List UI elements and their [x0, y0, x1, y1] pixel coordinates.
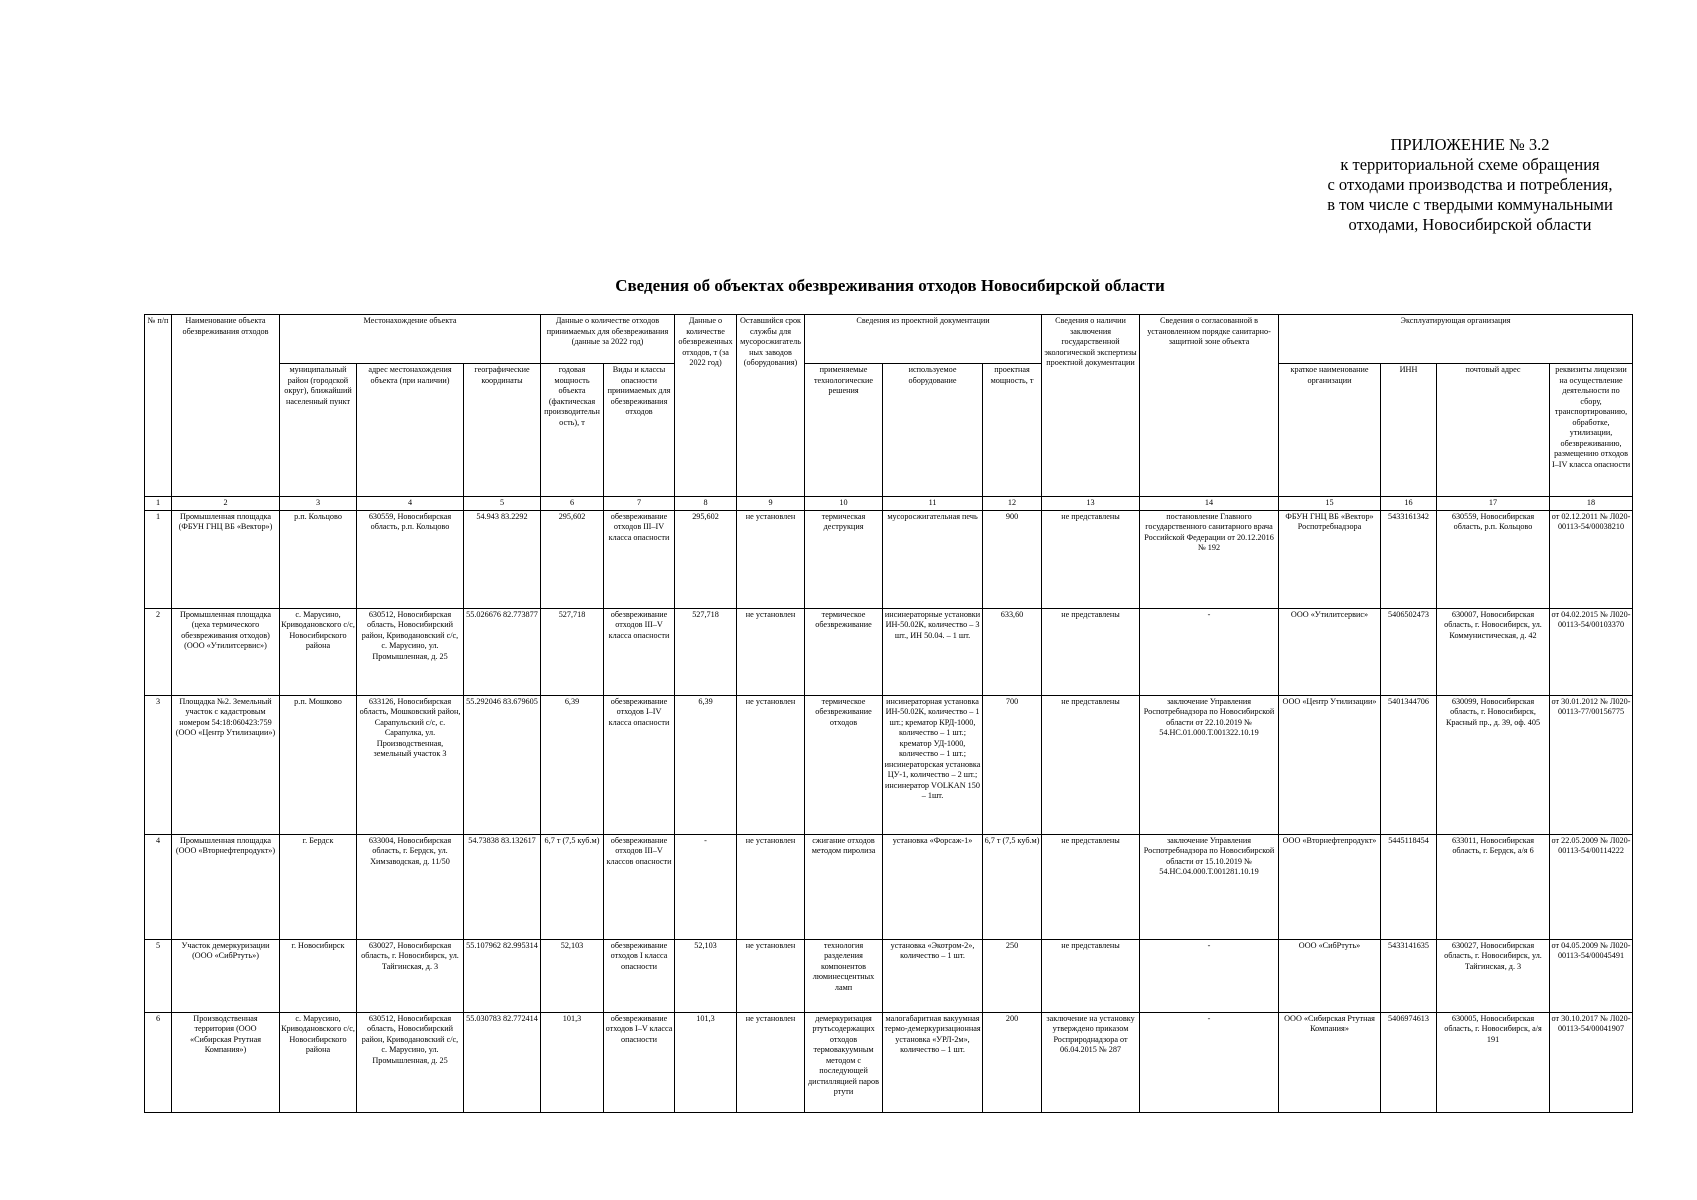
header-org-name: краткое наименование организации: [1279, 364, 1381, 497]
table-row: [145, 939, 1633, 1012]
cell-num: 2: [145, 608, 172, 695]
cell-design: 700: [983, 695, 1042, 834]
cell-types: обезвреживание отходов I–V класса опасности: [604, 1012, 675, 1112]
cell-address: 633004, Новосибирская область, г. Бердск, ул. Химзаводская, д. 11/50: [357, 834, 464, 939]
cell-expertise: не представлены: [1042, 695, 1140, 834]
header-sanitary: Сведения о согласованной в установленном порядке санитарно-защитной зоне объекта: [1140, 315, 1279, 497]
cell-service: не установлен: [737, 695, 805, 834]
cell-license: от 30.10.2017 № Л020-00113-54/00041907: [1550, 1012, 1633, 1112]
cell-address: 630512, Новосибирская область, Новосибирский район, Криводановский с/с, с. Марусино, ул. Промышленная, д. 25: [357, 1012, 464, 1112]
cell-expertise: не представлены: [1042, 510, 1140, 608]
cell-capacity: 101,3: [541, 1012, 604, 1112]
cell-capacity: 295,602: [541, 510, 604, 608]
cell-tech: демеркуризация ртутьсодержащих отходов термовакуумным методом с последующей дистилляцией паров ртути: [805, 1012, 883, 1112]
cell-coords: 55.030783 82.772414: [464, 1012, 541, 1112]
cell-sanitary: заключение Управления Роспотребнадзора по Новосибирской области от 15.10.2019 № 54.НС.04.000.Т.001281.10.19: [1140, 834, 1279, 939]
cell-sanitary: -: [1140, 1012, 1279, 1112]
cell-qty: 101,3: [675, 1012, 737, 1112]
cell-num: 6: [145, 1012, 172, 1112]
appendix-line: в том числе с твердыми коммунальными: [1327, 195, 1613, 214]
cell-license: от 22.05.2009 № Л020-00113-54/00114222: [1550, 834, 1633, 939]
cell-expertise: не представлены: [1042, 608, 1140, 695]
column-number-row: [145, 497, 1633, 511]
cell-qty: 6,39: [675, 695, 737, 834]
cell-org: ООО «Центр Утилизации»: [1279, 695, 1381, 834]
column-number: 6: [541, 497, 604, 511]
cell-inn: 5445118454: [1381, 834, 1437, 939]
cell-service: не установлен: [737, 834, 805, 939]
header-name: Наименование объекта обезвреживания отходов: [172, 315, 280, 497]
header-expertise: Сведения о наличии заключения государственной экологической экспертизы проектной документации: [1042, 315, 1140, 497]
cell-expertise: не представлены: [1042, 939, 1140, 1012]
header-license: реквизиты лицензии на осуществление деятельности по сбору, транспортированию, обработке, утилизации, обезвреживанию, размещению отходов I–IV класса опасности: [1550, 364, 1633, 497]
cell-postal: 630007, Новосибирская область, г. Новосибирск, ул. Коммунистическая, д. 42: [1437, 608, 1550, 695]
cell-coords: 54.943 83.2292: [464, 510, 541, 608]
column-number: 3: [280, 497, 357, 511]
cell-types: обезвреживание отходов III–IV класса опасности: [604, 510, 675, 608]
cell-types: обезвреживание отходов I–IV класса опасности: [604, 695, 675, 834]
cell-org: ООО «Утилитсервис»: [1279, 608, 1381, 695]
cell-license: от 30.01.2012 № Л020-00113-77/00156775: [1550, 695, 1633, 834]
header-tech: применяемые технологические решения: [805, 364, 883, 497]
cell-license: от 02.12.2011 № Л020-00113-54/00038210: [1550, 510, 1633, 608]
cell-name: Промышленная площадка (ООО «Вторнефтепродукт»): [172, 834, 280, 939]
cell-postal: 630559, Новосибирская область, р.п. Кольцово: [1437, 510, 1550, 608]
header-inn: ИНН: [1381, 364, 1437, 497]
cell-num: 4: [145, 834, 172, 939]
header-capacity: годовая мощность объекта (фактическая производительность), т: [541, 364, 604, 497]
column-number: 11: [883, 497, 983, 511]
header-location: Местонахождение объекта: [280, 315, 541, 364]
cell-types: обезвреживание отходов III–V классов опасности: [604, 834, 675, 939]
cell-service: не установлен: [737, 939, 805, 1012]
header-address: адрес местонахождения объекта (при наличии): [357, 364, 464, 497]
header-row-1: [145, 315, 1633, 364]
cell-tech: термическое обезвреживание отходов: [805, 695, 883, 834]
column-number: 4: [357, 497, 464, 511]
cell-address: 630512, Новосибирская область, Новосибирский район, Криводановский с/с, с. Марусино, ул. Промышленная, д. 25: [357, 608, 464, 695]
cell-postal: 630005, Новосибирская область, г. Новосибирск, а/я 191: [1437, 1012, 1550, 1112]
table-row: [145, 1012, 1633, 1112]
cell-service: не установлен: [737, 1012, 805, 1112]
appendix-line: с отходами производства и потребления,: [1327, 175, 1613, 194]
column-number: 10: [805, 497, 883, 511]
cell-service: не установлен: [737, 608, 805, 695]
header-operator: Эксплуатирующая организация: [1279, 315, 1633, 364]
cell-inn: 5433141635: [1381, 939, 1437, 1012]
cell-municipal: р.п. Кольцово: [280, 510, 357, 608]
column-number: 12: [983, 497, 1042, 511]
cell-equipment: инсинераторные установки ИН-50.02К, количество – 3 шт., ИН 50.04. – 1 шт.: [883, 608, 983, 695]
column-number: 13: [1042, 497, 1140, 511]
header-municipal: муниципальный район (городской округ), ближайший населенный пункт: [280, 364, 357, 497]
cell-inn: 5406502473: [1381, 608, 1437, 695]
cell-service: не установлен: [737, 510, 805, 608]
header-waste-qty: Данные о количестве обезвреженных отходов, т (за 2022 год): [675, 315, 737, 497]
cell-capacity: 6,7 т (7,5 куб.м): [541, 834, 604, 939]
cell-postal: 630099, Новосибирская область, г. Новосибирск, Красный пр., д. 39, оф. 405: [1437, 695, 1550, 834]
cell-equipment: установка «Форсаж-1»: [883, 834, 983, 939]
cell-design: 633,60: [983, 608, 1042, 695]
cell-tech: сжигание отходов методом пиролиза: [805, 834, 883, 939]
cell-sanitary: постановление Главного государственного санитарного врача Российской Федерации от 20.12.2016 № 192: [1140, 510, 1279, 608]
cell-equipment: мусоросжигательная печь: [883, 510, 983, 608]
cell-inn: 5433161342: [1381, 510, 1437, 608]
cell-qty: 52,103: [675, 939, 737, 1012]
cell-equipment: установка «Экотром-2», количество – 1 шт.: [883, 939, 983, 1012]
header-waste-data: Данные о количестве отходов принимаемых для обезвреживания (данные за 2022 год): [541, 315, 675, 364]
cell-coords: 55.026676 82.773877: [464, 608, 541, 695]
header-coords: географические координаты: [464, 364, 541, 497]
cell-expertise: не представлены: [1042, 834, 1140, 939]
header-types: Виды и классы опасности принимаемых для обезвреживания отходов: [604, 364, 675, 497]
cell-org: ООО «СибРтуть»: [1279, 939, 1381, 1012]
column-number: 17: [1437, 497, 1550, 511]
cell-expertise: заключение на установку утверждено приказом Росприроднадзора от 06.04.2015 № 287: [1042, 1012, 1140, 1112]
cell-address: 630027, Новосибирская область, г. Новосибирск, ул. Тайгинская, д. 3: [357, 939, 464, 1012]
cell-design: 900: [983, 510, 1042, 608]
table-row: [145, 608, 1633, 695]
cell-design: 200: [983, 1012, 1042, 1112]
cell-capacity: 527,718: [541, 608, 604, 695]
cell-coords: 54.73838 83.132617: [464, 834, 541, 939]
cell-design: 6,7 т (7,5 куб.м): [983, 834, 1042, 939]
column-number: 8: [675, 497, 737, 511]
cell-org: ООО «Вторнефтепродукт»: [1279, 834, 1381, 939]
cell-qty: 527,718: [675, 608, 737, 695]
waste-facilities-table: [144, 314, 1633, 1113]
cell-municipal: с. Марусино, Криводановского с/с, Новосибирского района: [280, 1012, 357, 1112]
table-row: [145, 510, 1633, 608]
cell-sanitary: -: [1140, 939, 1279, 1012]
cell-postal: 630027, Новосибирская область, г. Новосибирск, ул. Тайгинская, д. 3: [1437, 939, 1550, 1012]
cell-coords: 55.292046 83.679605: [464, 695, 541, 834]
header-equipment: используемое оборудование: [883, 364, 983, 497]
header-postal: почтовый адрес: [1437, 364, 1550, 497]
cell-municipal: р.п. Мошково: [280, 695, 357, 834]
cell-inn: 5401344706: [1381, 695, 1437, 834]
column-number: 1: [145, 497, 172, 511]
appendix-header: [1290, 135, 1650, 235]
column-number: 5: [464, 497, 541, 511]
column-number: 16: [1381, 497, 1437, 511]
cell-qty: -: [675, 834, 737, 939]
cell-name: Площадка №2. Земельный участок с кадастровым номером 54:18:060423:759 (ООО «Центр Утилизации»): [172, 695, 280, 834]
column-number: 18: [1550, 497, 1633, 511]
cell-num: 5: [145, 939, 172, 1012]
cell-tech: технология разделения компонентов люминесцентных ламп: [805, 939, 883, 1012]
cell-name: Участок демеркуризации (ООО «СибРтуть»): [172, 939, 280, 1012]
column-number: 9: [737, 497, 805, 511]
cell-address: 633126, Новосибирская область, Мошковский район, Сарапульский с/с, с. Сарапулка, ул. Производственная, земельный участок 3: [357, 695, 464, 834]
header-row-2: [145, 364, 1633, 497]
cell-address: 630559, Новосибирская область, р.п. Кольцово: [357, 510, 464, 608]
cell-name: Промышленная площадка (цеха термического обезвреживания отходов) (ООО «Утилитсервис»): [172, 608, 280, 695]
cell-municipal: с. Марусино, Криводановского с/с, Новосибирского района: [280, 608, 357, 695]
cell-qty: 295,602: [675, 510, 737, 608]
column-number: 15: [1279, 497, 1381, 511]
cell-name: Производственная территория (ООО «Сибирская Ртутная Компания»): [172, 1012, 280, 1112]
cell-license: от 04.05.2009 № Л020-00113-54/00045491: [1550, 939, 1633, 1012]
header-project-docs: Сведения из проектной документации: [805, 315, 1042, 364]
cell-name: Промышленная площадка (ФБУН ГНЦ ВБ «Вектор»): [172, 510, 280, 608]
table-row: [145, 695, 1633, 834]
cell-equipment: малогабаритная вакуумная термо-демеркуризационная установка «УРЛ-2м», количество – 1 шт.: [883, 1012, 983, 1112]
table-row: [145, 834, 1633, 939]
cell-sanitary: -: [1140, 608, 1279, 695]
cell-capacity: 52,103: [541, 939, 604, 1012]
appendix-line: отходами, Новосибирской области: [1348, 215, 1592, 234]
appendix-title: ПРИЛОЖЕНИЕ № 3.2: [1390, 135, 1550, 154]
cell-num: 1: [145, 510, 172, 608]
cell-postal: 633011, Новосибирская область, г. Бердск, а/я 6: [1437, 834, 1550, 939]
cell-sanitary: заключение Управления Роспотребнадзора по Новосибирской области от 22.10.2019 № 54.НС.01.000.Т.001322.10.19: [1140, 695, 1279, 834]
cell-org: ООО «Сибирская Ртутная Компания»: [1279, 1012, 1381, 1112]
header-service-life: Оставшийся срок службы для мусоросжигательных заводов (оборудования): [737, 315, 805, 497]
cell-types: обезвреживание отходов III–V класса опасности: [604, 608, 675, 695]
cell-design: 250: [983, 939, 1042, 1012]
cell-org: ФБУН ГНЦ ВБ «Вектор» Роспотребнадзора: [1279, 510, 1381, 608]
cell-coords: 55.107962 82.995314: [464, 939, 541, 1012]
column-number: 2: [172, 497, 280, 511]
cell-municipal: г. Бердск: [280, 834, 357, 939]
cell-num: 3: [145, 695, 172, 834]
cell-inn: 5406974613: [1381, 1012, 1437, 1112]
column-number: 14: [1140, 497, 1279, 511]
cell-tech: термическое обезвреживание: [805, 608, 883, 695]
cell-equipment: инсинераторная установка ИН-50.02К, количество – 1 шт.; крематор КРД-1000, количество – 1 шт.; крематор УД-1000, количество – 1 шт.; инсинераторская установка ЦУ-1, количество – 2 шт.; инсинератор VOLKAN 150 – 1шт.: [883, 695, 983, 834]
document-title: Сведения об объектах обезвреживания отходов Новосибирской области: [615, 276, 1165, 295]
cell-municipal: г. Новосибирск: [280, 939, 357, 1012]
appendix-line: к территориальной схеме обращения: [1340, 155, 1600, 174]
cell-tech: термическая деструкция: [805, 510, 883, 608]
cell-types: обезвреживание отходов I класса опасности: [604, 939, 675, 1012]
header-num: № п/п: [145, 315, 172, 497]
cell-license: от 04.02.2015 № Л020-00113-54/00103370: [1550, 608, 1633, 695]
cell-capacity: 6,39: [541, 695, 604, 834]
column-number: 7: [604, 497, 675, 511]
header-design-capacity: проектная мощность, т: [983, 364, 1042, 497]
